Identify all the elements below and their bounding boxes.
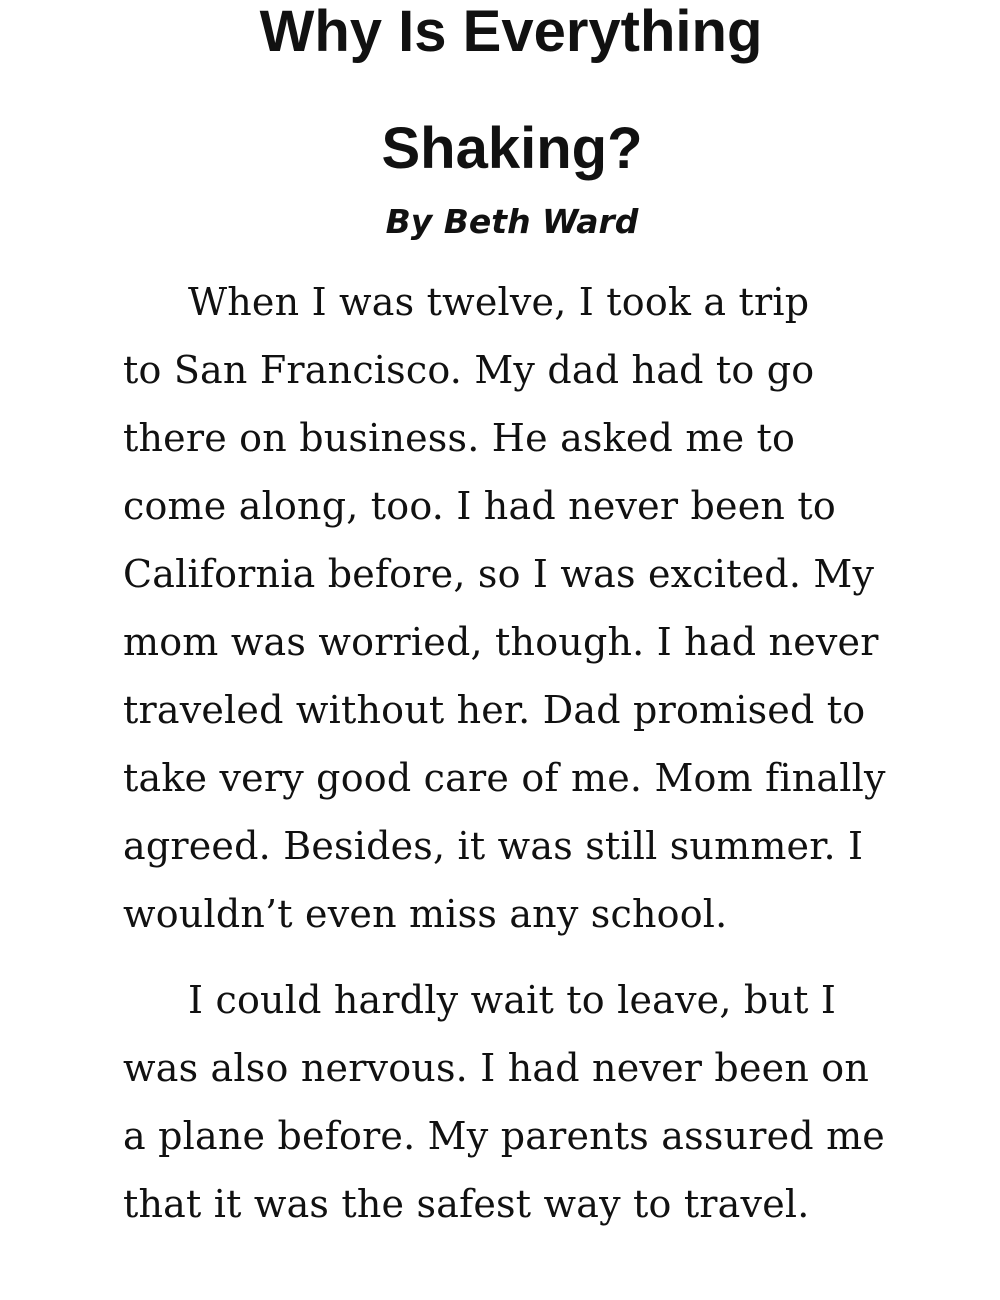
paragraph-line: there on business. He asked me to [123, 416, 796, 460]
paragraph-line: When I was twelve, I took a trip [188, 280, 810, 324]
paragraph-line: wouldn’t even miss any school. [123, 892, 728, 936]
paragraph-line: mom was worried, though. I had never [123, 620, 879, 664]
paragraph-line: I could hardly wait to leave, but I [188, 978, 837, 1022]
paragraph-line: to San Francisco. My dad had to go [123, 348, 815, 392]
paragraph-line: a plane before. My parents assured me [123, 1114, 886, 1158]
paragraph-line: come along, too. I had never been to [123, 484, 836, 528]
title-line-2: Shaking? [381, 116, 643, 181]
byline: By Beth Ward [385, 202, 639, 241]
paragraph-line: that it was the safest way to travel. [123, 1182, 810, 1226]
paragraph-line: was also nervous. I had never been on [123, 1046, 870, 1090]
paragraph-1 [123, 268, 983, 948]
paragraph-2 [123, 966, 983, 1238]
paragraph-line: traveled without her. Dad promised to [123, 688, 866, 732]
title-line-1: Why Is Everything [259, 0, 763, 64]
paragraph-line: agreed. Besides, it was still summer. I [123, 824, 864, 868]
paragraph-line: take very good care of me. Mom finally [123, 756, 886, 800]
paragraph-line: California before, so I was excited. My [123, 552, 875, 596]
